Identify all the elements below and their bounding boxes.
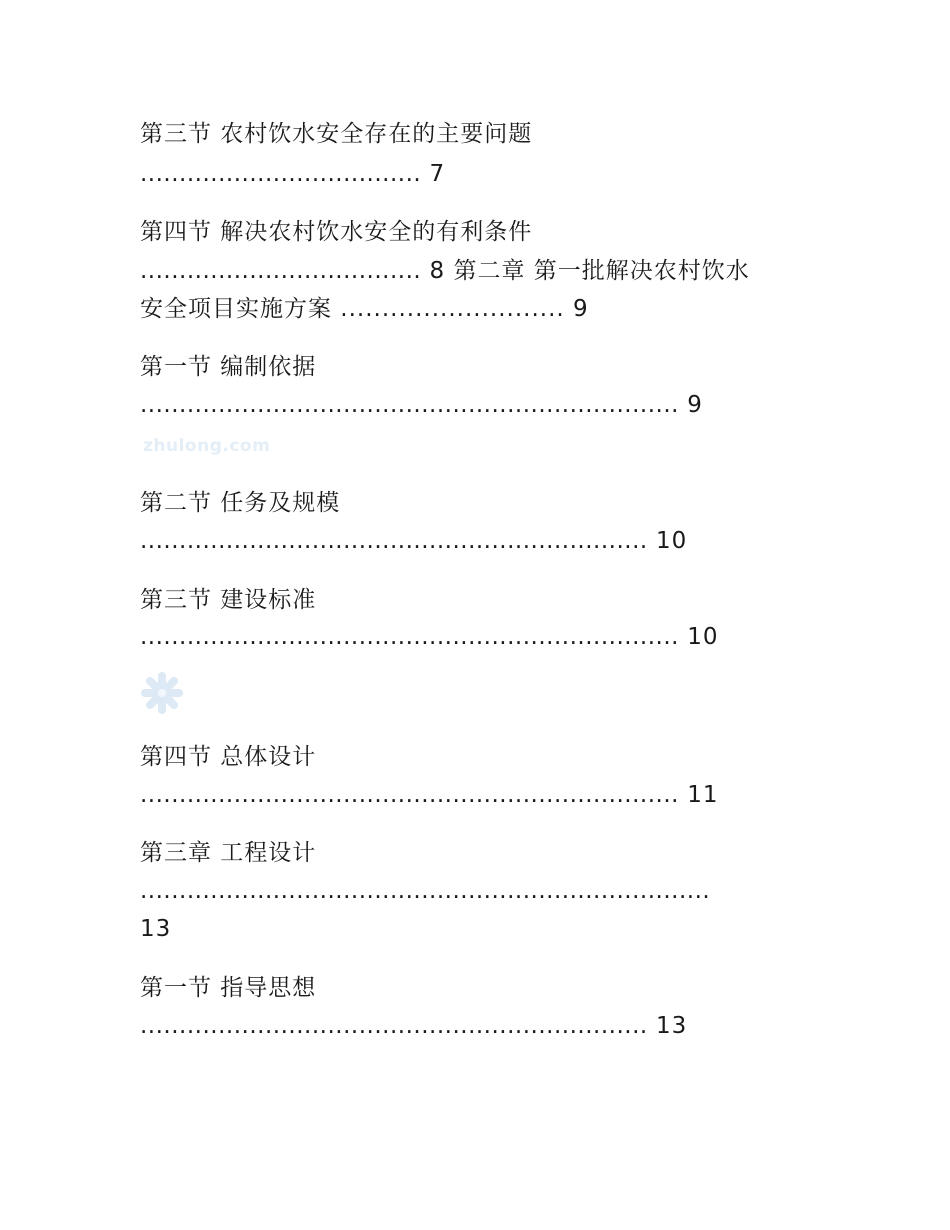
toc-entry-leader-line [140,526,687,556]
toc-entry-leader-line [140,1011,687,1041]
toc-entry-title[interactable]: 第二节 任务及规模 [140,490,341,516]
page-number-and-next-entry[interactable]: 8 第二章 第一批解决农村饮水 [429,258,750,284]
page-number: 10 [656,528,688,554]
toc-entry-leader-line [140,256,750,286]
dot-leader: ......................................................................... [140,878,711,904]
toc-entry-title[interactable]: 第一节 指导思想 [140,975,317,1001]
dot-leader: ..................................................................... [140,782,679,808]
toc-entry-title[interactable]: 第四节 解决农村饮水安全的有利条件 [140,219,533,245]
toc-entry-leader-line [140,780,719,810]
page-number: 10 [687,624,719,650]
dot-leader: .................................... [140,161,422,187]
toc-entry-title[interactable]: 第三章 工程设计 [140,840,317,866]
toc-entry-page-line [140,914,171,944]
toc-entry-leader-line [140,876,710,906]
page-number: 13 [140,916,172,942]
page-number: 11 [687,782,719,808]
dot-leader: ................................................................. [140,528,648,554]
page-number: 9 [687,392,703,418]
dot-leader: ..................................................................... [140,392,679,418]
page-number: 9 [573,296,589,322]
dot-leader: ................................................................. [140,1013,648,1039]
toc-entry-title[interactable]: 第三节 农村饮水安全存在的主要问题 [140,121,533,147]
watermark-logo-icon [139,670,185,716]
dot-leader: ..................................................................... [140,624,679,650]
toc-entry-title[interactable]: 第三节 建设标准 [140,587,317,613]
toc-entry-title[interactable]: 第一节 编制依据 [140,354,317,380]
dot-leader: .................................... [140,258,422,284]
toc-entry-title[interactable]: 第四节 总体设计 [140,744,317,770]
toc-entry-continued-title[interactable]: 安全项目实施方案 ........................... [140,296,565,322]
toc-entry-continuation [140,294,589,324]
toc-entry-leader-line [140,622,719,652]
watermark-text: zhulong.com [143,436,271,456]
page-number: 13 [656,1013,688,1039]
toc-entry-leader-line [140,159,445,189]
page-number: 7 [429,161,446,187]
toc-entry-leader-line [140,390,703,420]
